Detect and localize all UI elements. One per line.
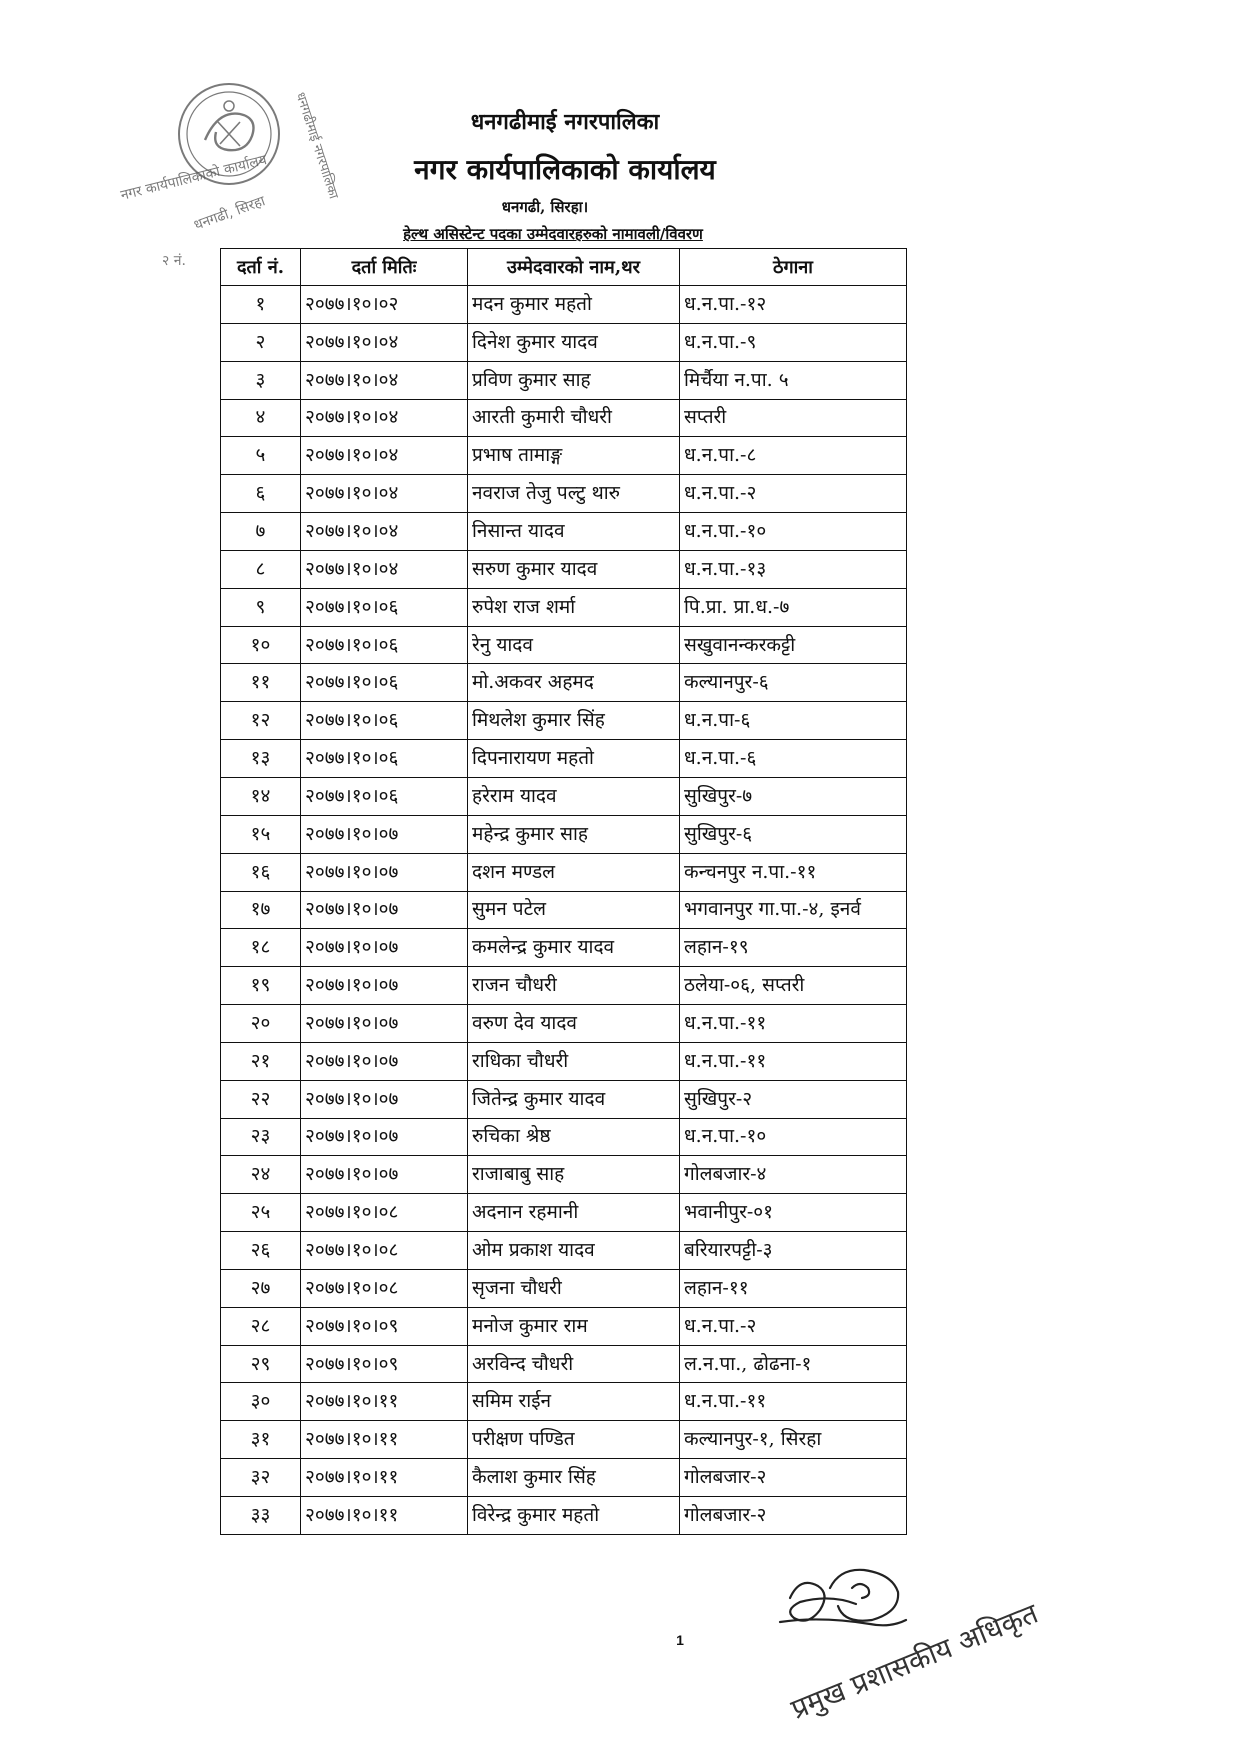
stamp-text-province: २ नं. [162,253,186,269]
cell-address: भवानीपुर-०१ [680,1194,907,1232]
table-row [221,929,907,967]
cell-reg-no: २७ [221,1269,301,1307]
cell-reg-no: २१ [221,1042,301,1080]
cell-address: ध.न.पा.-२ [680,1307,907,1345]
cell-candidate-name: सरुण कुमार यादव [468,550,680,588]
cell-candidate-name: मदन कुमार महतो [468,286,680,324]
cell-reg-no: १९ [221,967,301,1005]
cell-address: सखुवानन्करकट्टी [680,626,907,664]
cell-reg-no: २५ [221,1194,301,1232]
cell-reg-date: २०७७।१०।०९ [301,1345,468,1383]
table-row [221,1194,907,1232]
cell-candidate-name: ओम प्रकाश यादव [468,1232,680,1270]
cell-reg-no: ८ [221,550,301,588]
cell-reg-date: २०७७।१०।११ [301,1459,468,1497]
cell-address: ध.न.पा.-११ [680,1042,907,1080]
cell-reg-no: ३ [221,361,301,399]
cell-candidate-name: जितेन्द्र कुमार यादव [468,1080,680,1118]
cell-candidate-name: कैलाश कुमार सिंह [468,1459,680,1497]
table-row [221,475,907,513]
cell-reg-no: २ [221,323,301,361]
table-row [221,1156,907,1194]
table-header-row [221,249,907,286]
cell-candidate-name: समिम राईन [468,1383,680,1421]
table-row [221,815,907,853]
signature-title: प्रमुख प्रशासकीय अधिकृत [786,1596,1043,1726]
table-row [221,286,907,324]
cell-candidate-name: रुचिका श्रेष्ठ [468,1118,680,1156]
cell-reg-date: २०७७।१०।०८ [301,1269,468,1307]
cell-reg-date: २०७७।१०।०८ [301,1194,468,1232]
page-number: 1 [676,1632,684,1648]
cell-reg-date: २०७७।१०।०४ [301,399,468,437]
table-row [221,1042,907,1080]
cell-candidate-name: सुमन पटेल [468,891,680,929]
cell-reg-date: २०७७।१०।०७ [301,1080,468,1118]
cell-reg-date: २०७७।१०।११ [301,1421,468,1459]
cell-candidate-name: मनोज कुमार राम [468,1307,680,1345]
cell-candidate-name: अरविन्द चौधरी [468,1345,680,1383]
cell-candidate-name: हरेराम यादव [468,777,680,815]
table-row [221,1232,907,1270]
cell-reg-date: २०७७।१०।०४ [301,323,468,361]
cell-reg-date: २०७७।१०।०७ [301,853,468,891]
cell-address: गोलबजार-४ [680,1156,907,1194]
cell-address: ध.न.पा.-११ [680,1383,907,1421]
cell-address: भगवानपुर गा.पा.-४, इनर्व [680,891,907,929]
table-row [221,361,907,399]
cell-reg-no: १४ [221,777,301,815]
cell-address: गोलबजार-२ [680,1497,907,1535]
office-address: धनगढी, सिरहा। [501,198,589,216]
cell-address: लहान-११ [680,1269,907,1307]
cell-reg-no: २० [221,1005,301,1043]
table-row [221,853,907,891]
cell-address: ध.न.पा.-९ [680,323,907,361]
cell-address: पि.प्रा. प्रा.ध.-७ [680,588,907,626]
table-row [221,664,907,702]
cell-reg-no: ३१ [221,1421,301,1459]
table-row [221,740,907,778]
cell-reg-no: २९ [221,1345,301,1383]
cell-reg-no: १५ [221,815,301,853]
cell-reg-date: २०७७।१०।०४ [301,361,468,399]
stamp-text-address: धनगढी, सिरहा [191,193,268,234]
table-row [221,1269,907,1307]
cell-address: ल.न.पा., ढोढना-१ [680,1345,907,1383]
table-row [221,1307,907,1345]
cell-candidate-name: सृजना चौधरी [468,1269,680,1307]
cell-candidate-name: निसान्त यादव [468,513,680,551]
cell-reg-date: २०७७।१०।०२ [301,286,468,324]
table-row [221,1459,907,1497]
table-body [221,286,907,1535]
cell-candidate-name: प्रभाष तामाङ्ग [468,437,680,475]
cell-candidate-name: प्रविण कुमार साह [468,361,680,399]
cell-address: ध.न.पा.-१२ [680,286,907,324]
cell-reg-date: २०७७।१०।११ [301,1383,468,1421]
cell-candidate-name: महेन्द्र कुमार साह [468,815,680,853]
table-row [221,891,907,929]
cell-reg-no: १६ [221,853,301,891]
cell-reg-no: ५ [221,437,301,475]
cell-address: ध.न.पा-६ [680,702,907,740]
cell-reg-date: २०७७।१०।०७ [301,891,468,929]
cell-reg-no: ९ [221,588,301,626]
organization-name: धनगढीमाई नगरपालिका [470,109,660,135]
cell-reg-date: २०७७।१०।०९ [301,1307,468,1345]
table-row [221,1497,907,1535]
stamp-emblem [205,101,254,150]
cell-address: ध.न.पा.-१० [680,513,907,551]
cell-reg-no: २३ [221,1118,301,1156]
cell-reg-no: ३२ [221,1459,301,1497]
cell-candidate-name: दशन मण्डल [468,853,680,891]
cell-reg-no: ७ [221,513,301,551]
cell-candidate-name: विरेन्द्र कुमार महतो [468,1497,680,1535]
cell-address: ध.न.पा.-२ [680,475,907,513]
cell-reg-date: २०७७।१०।०४ [301,437,468,475]
cell-reg-no: २८ [221,1307,301,1345]
stamp-text-org: धनगढीमाई नगरपालिका [292,90,341,201]
cell-reg-no: १२ [221,702,301,740]
cell-reg-no: २२ [221,1080,301,1118]
cell-reg-date: २०७७।१०।०७ [301,1118,468,1156]
cell-reg-date: २०७७।१०।०७ [301,1005,468,1043]
cell-reg-no: ६ [221,475,301,513]
cell-candidate-name: राजाबाबु साह [468,1156,680,1194]
cell-candidate-name: वरुण देव यादव [468,1005,680,1043]
table-row [221,967,907,1005]
cell-candidate-name: राजन चौधरी [468,967,680,1005]
cell-reg-no: ३३ [221,1497,301,1535]
cell-candidate-name: कमलेन्द्र कुमार यादव [468,929,680,967]
table-row [221,1118,907,1156]
table-row [221,1421,907,1459]
cell-candidate-name: अदनान रहमानी [468,1194,680,1232]
cell-reg-date: २०७७।१०।०७ [301,1042,468,1080]
cell-address: सुखिपुर-६ [680,815,907,853]
cell-address: ध.न.पा.-१० [680,1118,907,1156]
table-row [221,550,907,588]
cell-address: ध.न.पा.-११ [680,1005,907,1043]
cell-reg-no: २६ [221,1232,301,1270]
cell-address: ध.न.पा.-६ [680,740,907,778]
column-header-address: ठेगाना [680,249,907,286]
candidate-table [220,248,907,1535]
cell-reg-no: १३ [221,740,301,778]
cell-candidate-name: रेनु यादव [468,626,680,664]
cell-address: कल्यानपुर-१, सिरहा [680,1421,907,1459]
cell-reg-date: २०७७।१०।०६ [301,664,468,702]
table-row [221,777,907,815]
cell-reg-date: २०७७।१०।०६ [301,777,468,815]
cell-candidate-name: दिनेश कुमार यादव [468,323,680,361]
cell-address: कल्यानपुर-६ [680,664,907,702]
cell-reg-no: ३० [221,1383,301,1421]
cell-reg-no: १ [221,286,301,324]
cell-address: सप्तरी [680,399,907,437]
cell-reg-no: १७ [221,891,301,929]
cell-candidate-name: राधिका चौधरी [468,1042,680,1080]
cell-candidate-name: दिपनारायण महतो [468,740,680,778]
column-header-reg-date: दर्ता मितिः [301,249,468,286]
cell-reg-date: २०७७।१०।०४ [301,513,468,551]
cell-address: सुखिपुर-७ [680,777,907,815]
cell-candidate-name: परीक्षण पण्डित [468,1421,680,1459]
cell-reg-date: २०७७।१०।०७ [301,1156,468,1194]
cell-address: सुखिपुर-२ [680,1080,907,1118]
cell-address: लहान-१९ [680,929,907,967]
cell-candidate-name: आरती कुमारी चौधरी [468,399,680,437]
table-row [221,1005,907,1043]
cell-reg-date: २०७७।१०।०८ [301,1232,468,1270]
cell-reg-date: २०७७।१०।०४ [301,550,468,588]
table-row [221,626,907,664]
cell-address: ध.न.पा.-८ [680,437,907,475]
cell-candidate-name: मो.अकवर अहमद [468,664,680,702]
signature-block [760,1558,1080,1748]
cell-reg-no: ११ [221,664,301,702]
cell-reg-date: २०७७।१०।०६ [301,626,468,664]
handwritten-signature [780,1570,906,1626]
table-row [221,1080,907,1118]
table-row [221,588,907,626]
cell-candidate-name: मिथलेश कुमार सिंह [468,702,680,740]
table-row [221,702,907,740]
table-row [221,1383,907,1421]
table-row [221,513,907,551]
cell-reg-date: २०७७।१०।०६ [301,702,468,740]
cell-reg-no: १८ [221,929,301,967]
cell-address: ठलेया-०६, सप्तरी [680,967,907,1005]
table-row [221,1345,907,1383]
cell-reg-date: २०७७।१०।०७ [301,815,468,853]
cell-candidate-name: रुपेश राज शर्मा [468,588,680,626]
cell-address: ध.न.पा.-१३ [680,550,907,588]
cell-address: कन्चनपुर न.पा.-११ [680,853,907,891]
cell-address: मिर्चैया न.पा. ५ [680,361,907,399]
stamp-text-office: नगर कार्यपालिकाको कार्यालय [119,152,269,204]
cell-reg-no: ४ [221,399,301,437]
cell-reg-date: २०७७।१०।०६ [301,588,468,626]
cell-reg-date: २०७७।१०।०४ [301,475,468,513]
cell-candidate-name: नवराज तेजु पल्टु थारु [468,475,680,513]
cell-reg-date: २०७७।१०।०७ [301,967,468,1005]
cell-address: बरियारपट्टी-३ [680,1232,907,1270]
cell-reg-no: १० [221,626,301,664]
cell-reg-no: २४ [221,1156,301,1194]
cell-reg-date: २०७७।१०।११ [301,1497,468,1535]
table-row [221,399,907,437]
list-heading: हेल्थ असिस्टेन्ट पदका उम्मेदवारहरुको नामावली/विवरण [403,225,703,243]
column-header-reg-no: दर्ता नं. [221,249,301,286]
table-row [221,323,907,361]
cell-reg-date: २०७७।१०।०६ [301,740,468,778]
table-row [221,437,907,475]
cell-reg-date: २०७७।१०।०७ [301,929,468,967]
office-name: नगर कार्यपालिकाको कार्यालय [414,153,716,186]
cell-address: गोलबजार-२ [680,1459,907,1497]
column-header-candidate-name: उम्मेदवारको नाम,थर [468,249,680,286]
